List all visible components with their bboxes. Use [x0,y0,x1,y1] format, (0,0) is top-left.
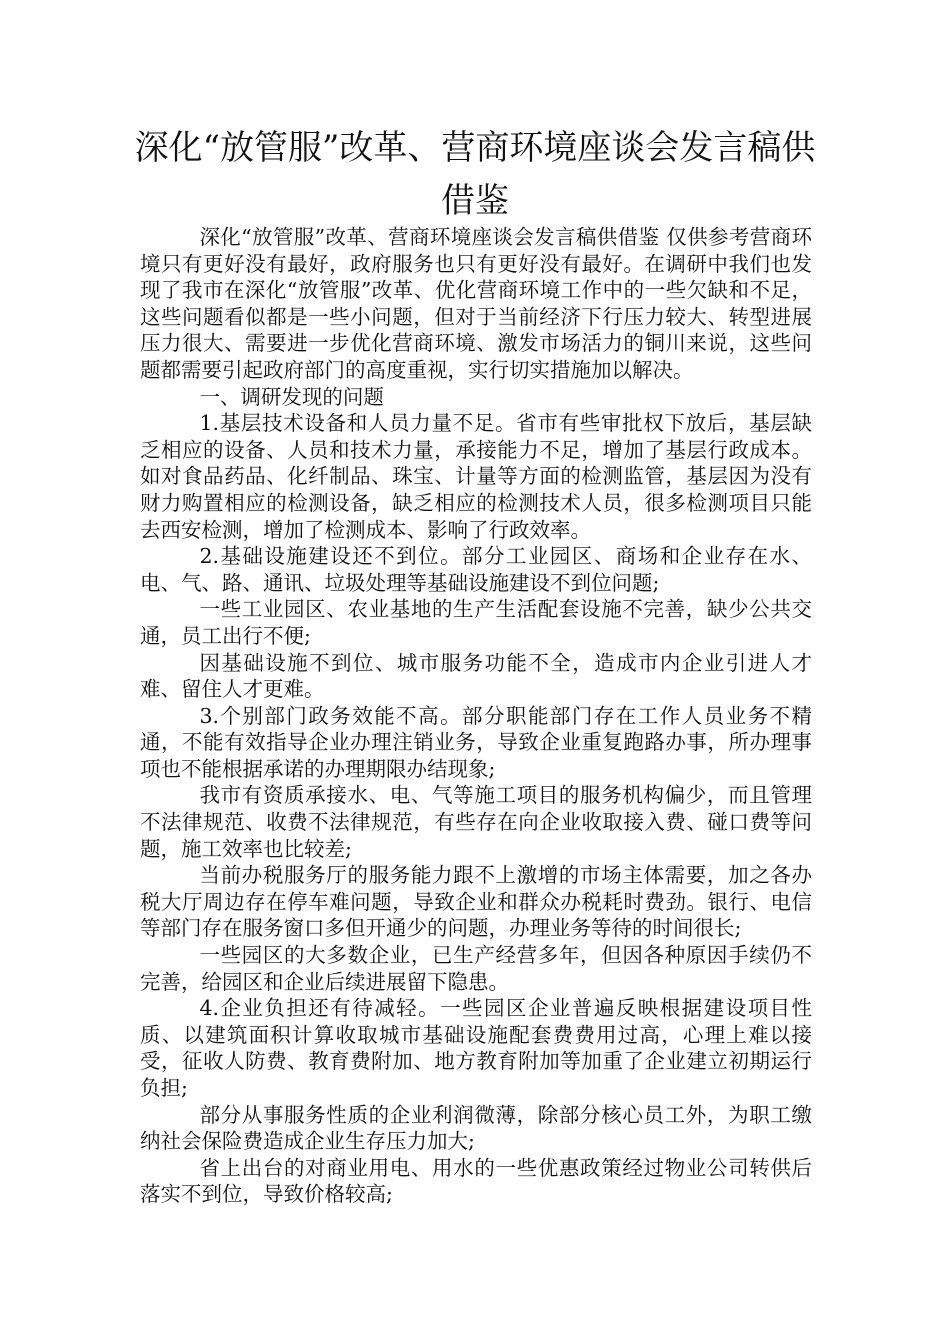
paragraph: 我市有资质承接水、电、气等施工项目的服务机构偏少，而且管理不法律规范、收费不法律规范，有些存在向企业收取接入费、碰口费等问题，施工效率也比较差; [140,783,812,861]
paragraph: 一些园区的大多数企业，已生产经营多年，但因各种原因手续仍不完善，给园区和企业后续进展留下隐患。 [140,943,812,994]
paragraph: 一些工业园区、农业基地的生产生活配套设施不完善，缺少公共交通，员工出行不便; [140,597,812,648]
section-heading: 一、调研发现的问题 [199,384,384,409]
paragraph: 省上出台的对商业用电、用水的一些优惠政策经过物业公司转供后落实不到位，导致价格较高; [140,1155,812,1207]
paragraph: 当前办税服务厅的服务能力跟不上激增的市场主体需要，加之各办税大厅周边存在停车难问题，导致企业和群众办税耗时费劲。银行、电信等部门存在服务窗口多但开通少的问题，办理业务等待的时间很长; [140,863,812,941]
paragraph: 4.企业负担还有待减轻。一些园区企业普遍反映根据建设项目性质、以建筑面积计算收取城市基础设施配套费费用过高，心理上难以接受，征收人防费、教育费附加、地方教育附加等加重了企业建立初期运行负担; [140,996,812,1100]
paragraph: 因基础设施不到位、城市服务功能不全，造成市内企业引进人才难、留住人才更难。 [140,650,812,702]
paragraph: 1.基层技术设备和人员力量不足。省市有些审批权下放后，基层缺乏相应的设备、人员和技术力量，承接能力不足，增加了基层行政成本。如对食品药品、化纤制品、珠宝、计量等方面的检测监管，基层因为没有财力购置相应的检测设备，缺乏相应的检测技术人员，很多检测项目只能去西安检测，增加了检测成本、影响了行政效率。 [140,411,812,542]
document-body [140,224,812,1208]
paragraph: 3.个别部门政务效能不高。部分职能部门存在工作人员业务不精通，不能有效指导企业办理注销业务，导致企业重复跑路办事，所办理事项也不能根据承诺的办理期限办结现象; [140,703,812,781]
paragraph: 部分从事服务性质的企业利润微薄，除部分核心员工外，为职工缴纳社会保险费造成企业生存压力加大; [140,1102,812,1154]
paragraph: 2.基础设施建设还不到位。部分工业园区、商场和企业存在水、电、气、路、通讯、垃圾处理等基础设施建设不到位问题; [140,544,812,595]
document-title: 深化“放管服”改革、营商环境座谈会发言稿供借鉴 [134,128,816,221]
paragraph: 深化“放管服”改革、营商环境座谈会发言稿供借鉴 仅供参考营商环境只有更好没有最好，政府服务也只有更好没有最好。在调研中我们也发现了我市在深化“放管服”改革、优化营商环境工作中的一些欠缺和不足，这些问题看似都是一些小问题，但对于当前经济下行压力较大、转型进展压力很大、需要进一步优化营商环境、激发市场活力的铜川来说，这些问题都需要引起政府部门的高度重视，实行切实措施加以解决。 [140,225,812,382]
